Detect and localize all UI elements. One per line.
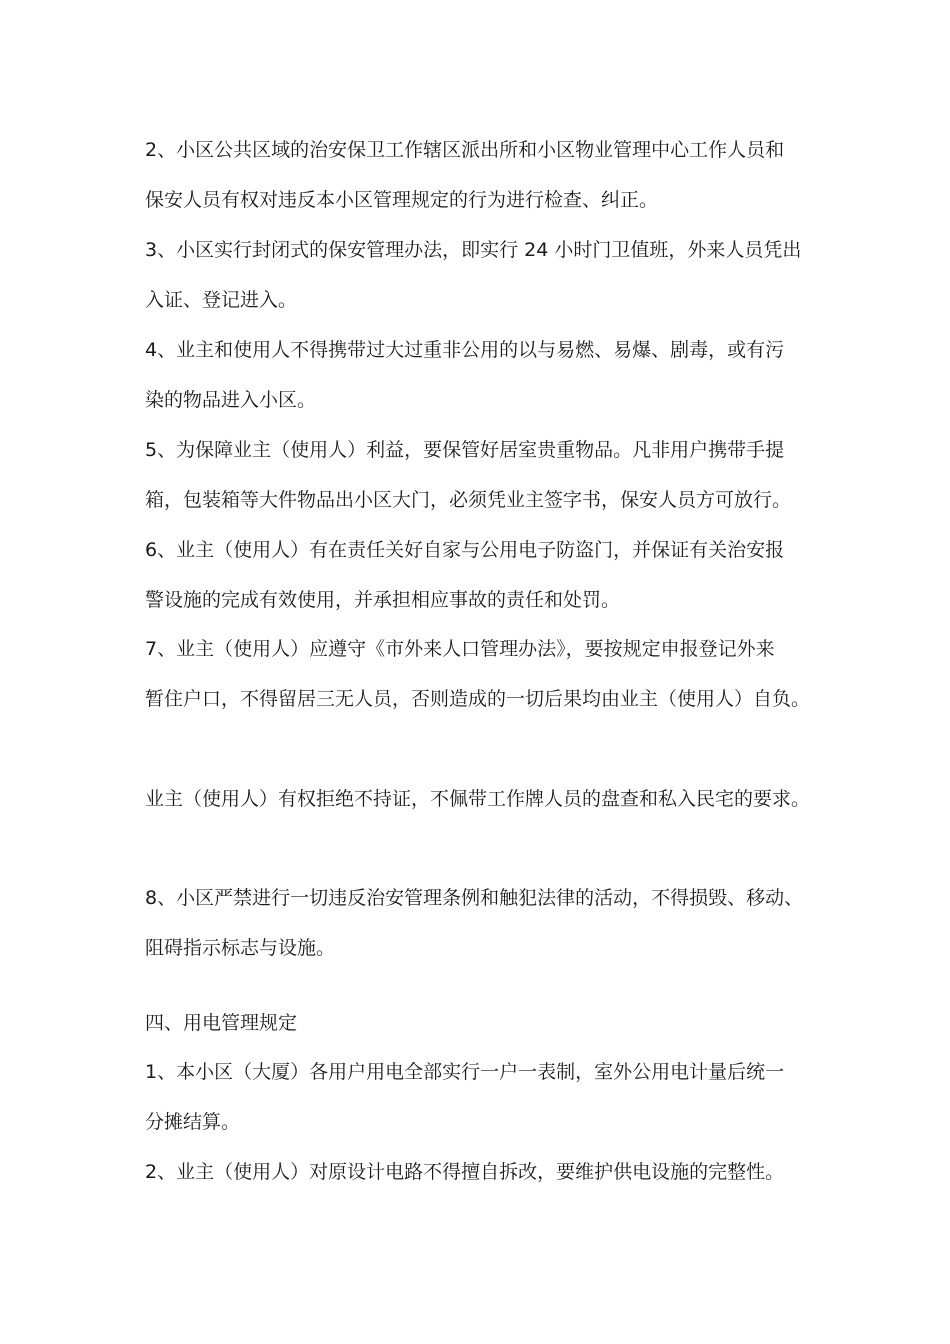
text-line: 阻碍指示标志与设施。	[145, 937, 336, 959]
text-line: 业主（使用人）有权拒绝不持证，不佩带工作牌人员的盘查和私入民宅的要求。	[145, 788, 811, 810]
text-line: 1、本小区（大厦）各用户用电全部实行一户一表制，室外公用电计量后统一	[145, 1061, 785, 1083]
text-line: 染的物品进入小区。	[145, 389, 317, 411]
text-line: 保安人员有权对违反本小区管理规定的行为进行检查、纠正。	[145, 189, 659, 211]
text-line: 分摊结算。	[145, 1111, 241, 1133]
text-line: 4、业主和使用人不得携带过大过重非公用的以与易燃、易爆、剧毒，或有污	[145, 339, 785, 361]
text-line: 2、业主（使用人）对原设计电路不得擅自拆改，要维护供电设施的完整性。	[145, 1161, 785, 1183]
text-line: 8、小区严禁进行一切违反治安管理条例和触犯法律的活动，不得损毁、移动、	[145, 887, 804, 909]
text-line: 2、小区公共区域的治安保卫工作辖区派出所和小区物业管理中心工作人员和	[145, 139, 785, 161]
text-line: 6、业主（使用人）有在责任关好自家与公用电子防盗门，并保证有关治安报	[145, 539, 785, 561]
text-line: 7、业主（使用人）应遵守《市外来人口管理办法》，要按规定申报登记外来	[145, 638, 775, 660]
text-line: 入证、登记进入。	[145, 289, 298, 311]
text-line: 暂住户口，不得留居三无人员，否则造成的一切后果均由业主（使用人）自负。	[145, 688, 811, 710]
text-line: 箱，包装箱等大件物品出小区大门，必须凭业主签字书，保安人员方可放行。	[145, 489, 792, 511]
text-line: 警设施的完成有效使用，并承担相应事故的责任和处罚。	[145, 589, 621, 611]
section-heading: 四、用电管理规定	[145, 1012, 298, 1034]
text-line: 5、为保障业主（使用人）利益，要保管好居室贵重物品。凡非用户携带手提	[145, 439, 785, 461]
text-line: 3、小区实行封闭式的保安管理办法，即实行 24 小时门卫值班，外来人员凭出	[145, 239, 802, 261]
